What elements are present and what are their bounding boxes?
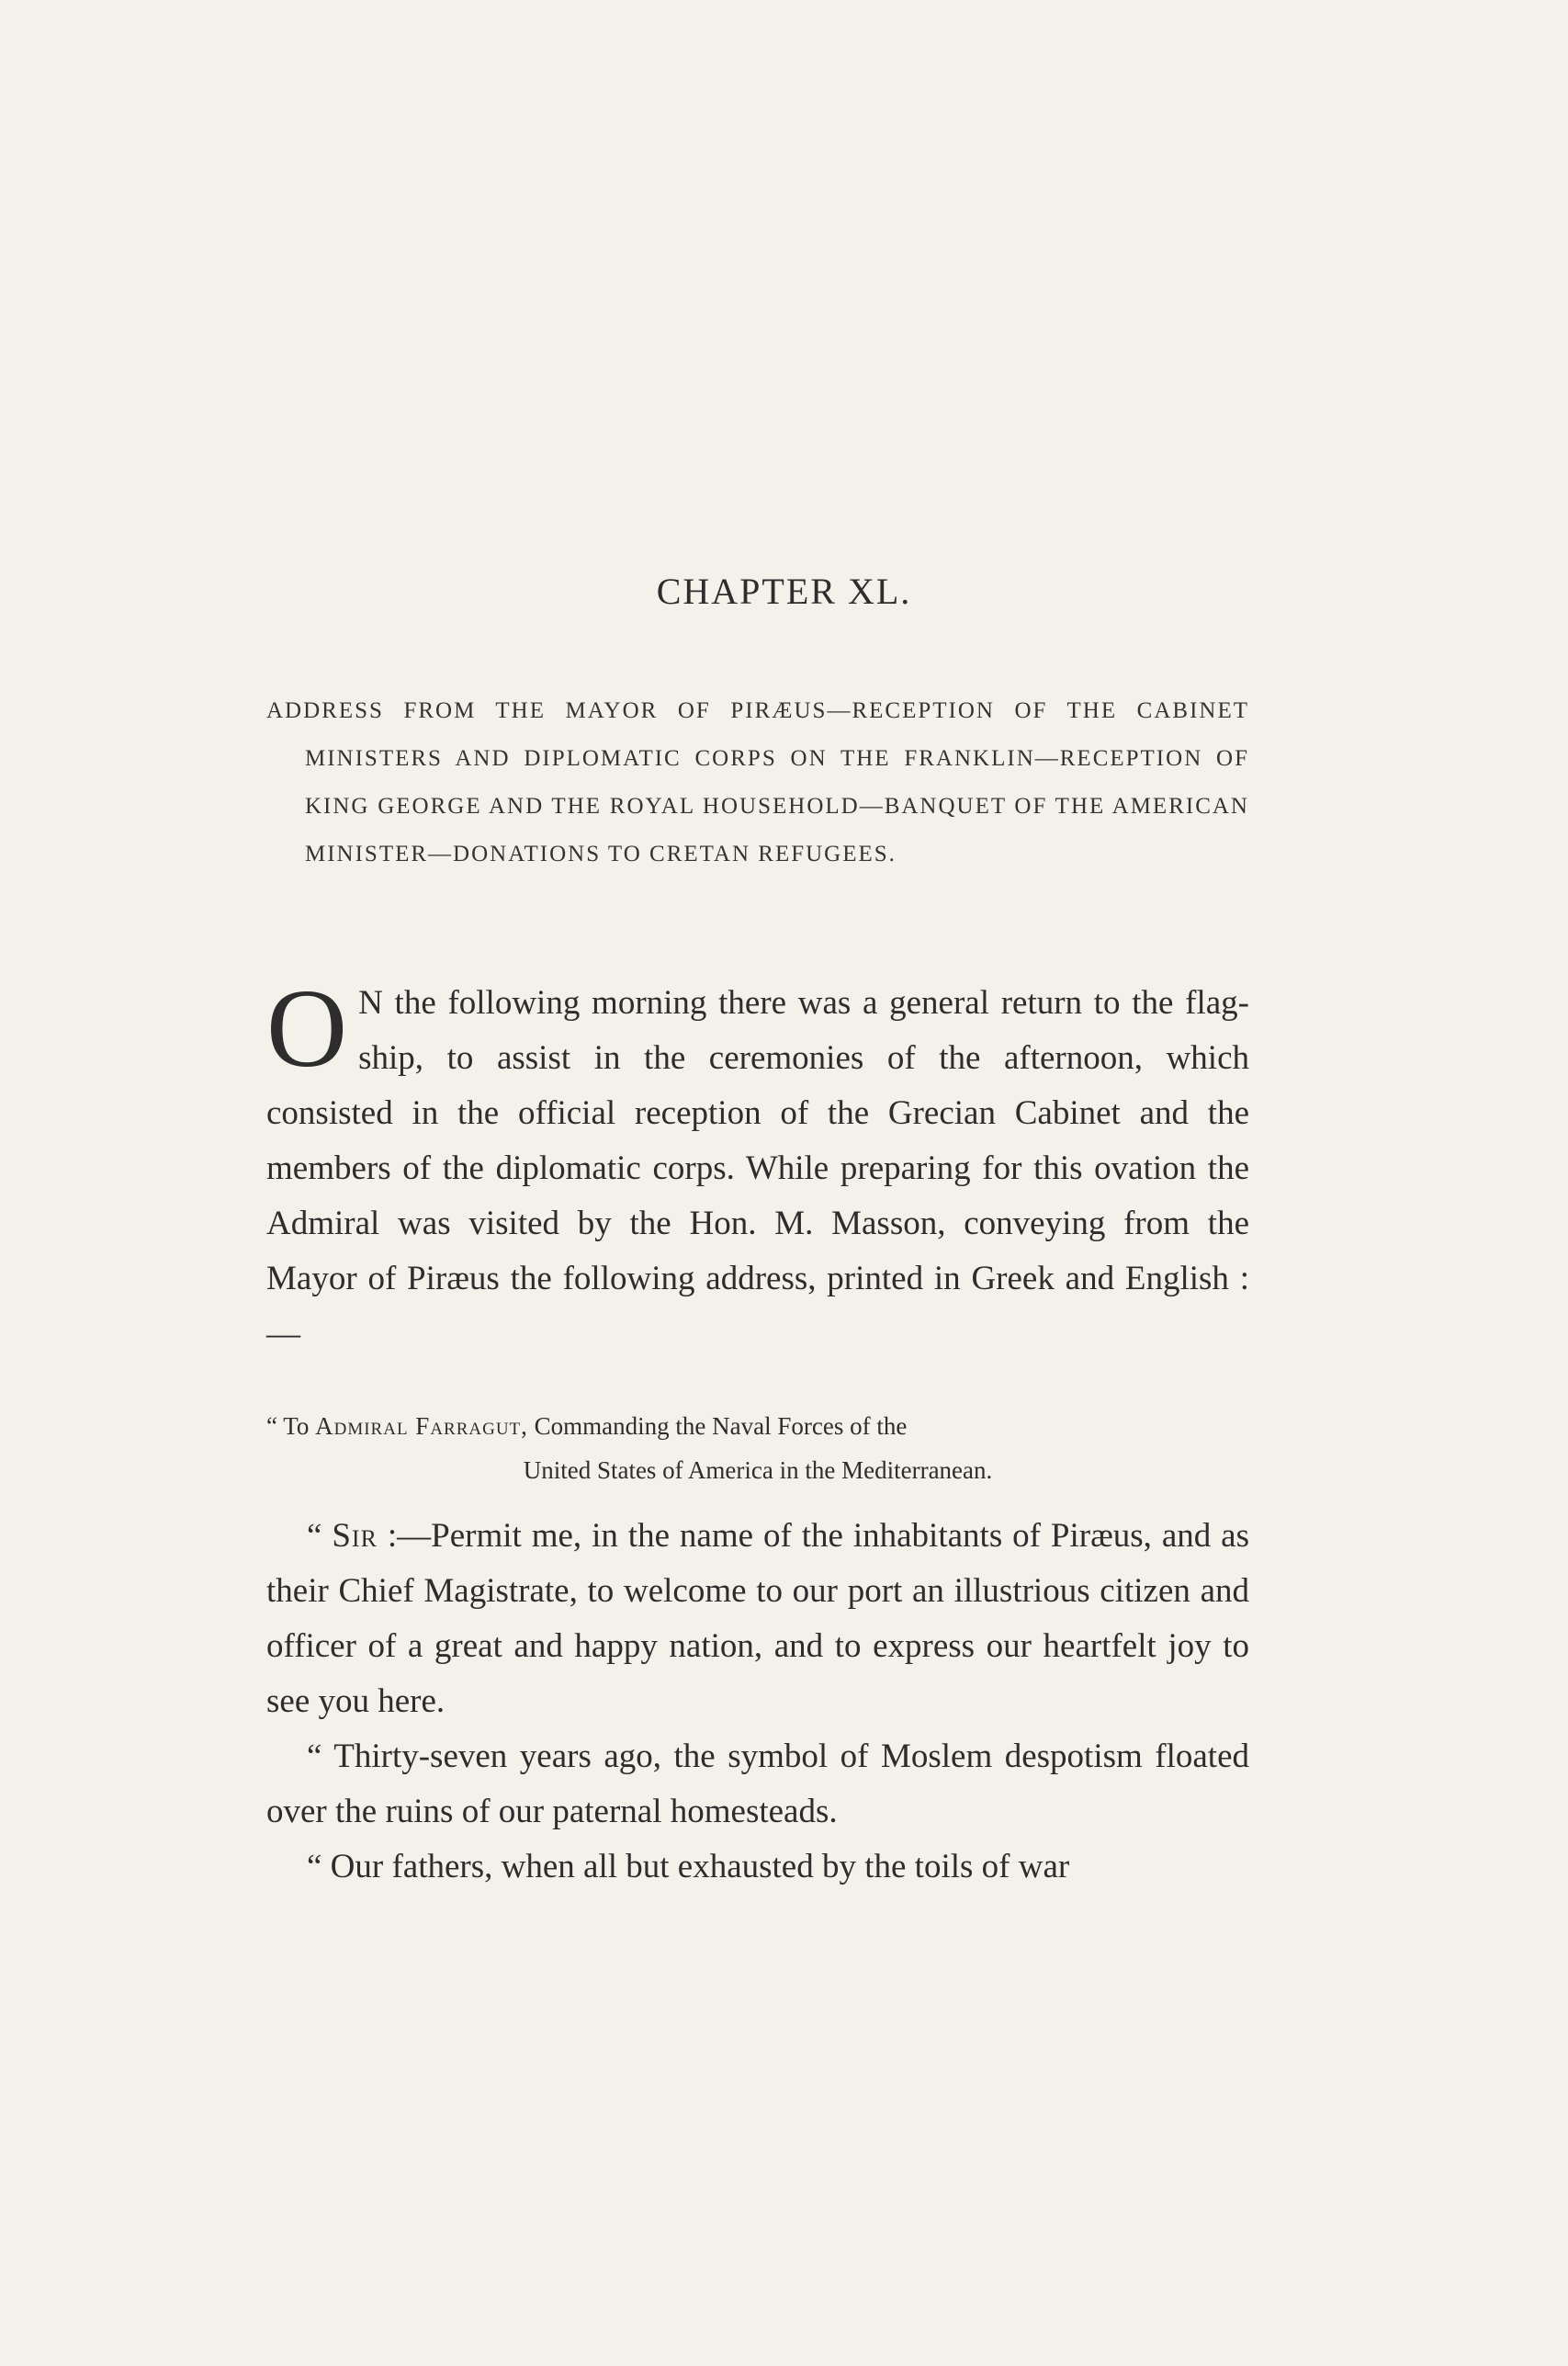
- salutation-rest: Commanding the Naval Forces of the: [527, 1412, 908, 1440]
- drop-cap-letter: O: [266, 967, 348, 1091]
- opening-first-word-rest: N: [358, 984, 383, 1022]
- salutation-prefix: “ To: [266, 1412, 316, 1440]
- address-sir-word: Sir: [332, 1517, 378, 1555]
- address-paragraph-1: [266, 1509, 1249, 1729]
- synopsis-text: ADDRESS FROM THE MAYOR OF PIRÆUS—RECEPTION OF THE CABINET MINISTERS AND DIPLOMATIC CORPS ON THE FRANKLIN—RECEPTION OF KING GEORGE AND THE ROYAL HOUSEHOLD—BANQUET OF THE AMERICAN MINISTER—DONATIONS TO CRETAN REFUGEES.: [266, 698, 1249, 866]
- address-salutation: [266, 1404, 1249, 1492]
- salutation-name: Admiral Farragut,: [315, 1412, 528, 1440]
- address-paragraph-1-quote: “: [307, 1517, 333, 1555]
- address-paragraph-3: “ Our fathers, when all but exhausted by the toils of war: [307, 1848, 1070, 1885]
- salutation-line-2: United States of America in the Mediterranean.: [523, 1456, 993, 1484]
- address-paragraph-2: “ Thirty-seven years ago, the symbol of Moslem despotism floated over the ruins of our paternal homesteads.: [266, 1738, 1249, 1830]
- chapter-body: [266, 967, 1249, 1895]
- opening-paragraph-text: the following morning there was a general return to the flag-ship, to assist in the ceremonies of the afternoon, which consisted in the official reception of the Grecian Cabinet and the members of the diplomatic corps. While preparing for this ovation the Admiral was visited by the Hon. M. Masson, conveying from the Mayor of Piræus the following address, printed in Greek and English :—: [266, 984, 1249, 1353]
- address-paragraph-1-text: :—Permit me, in the name of the inhabitants of Piræus, and as their Chief Magistrate, to welcome to our port an illustrious citizen and officer of a great and happy nation, and to express our heartfelt joy to see you here.: [266, 1517, 1249, 1720]
- chapter-title: CHAPTER XL.: [656, 571, 912, 612]
- opening-paragraph: [266, 967, 1249, 1362]
- chapter-synopsis: [266, 687, 1249, 878]
